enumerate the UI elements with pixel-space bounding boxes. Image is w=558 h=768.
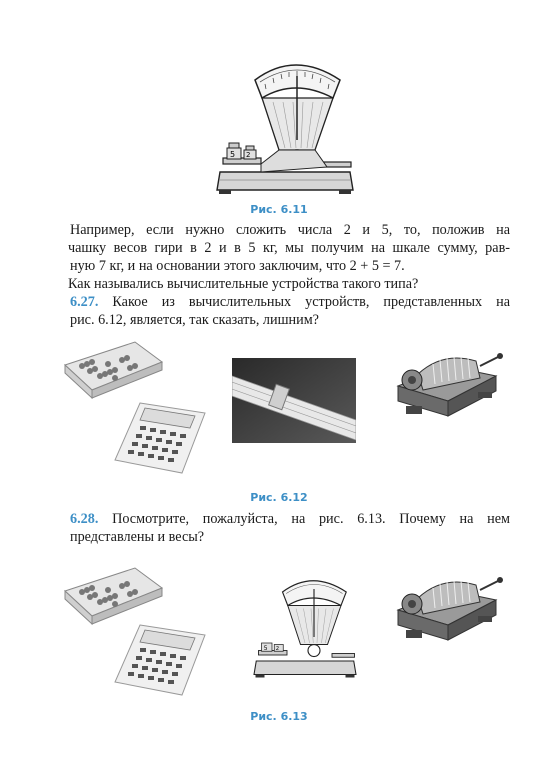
- task-6-28: [70, 510, 510, 546]
- task-6-28-line-1: Посмотрите, пожалуйста, на рис. 6.13. Почему на нем: [98, 511, 510, 527]
- arithmometer-image: [388, 346, 503, 426]
- figure-6-13-caption: Рис. 6.13: [250, 710, 308, 723]
- task-6-27: [70, 293, 510, 329]
- task-6-28-line-2: представлены и весы?: [70, 529, 205, 545]
- question-line: Как назывались вычислительные устройства такого типа?: [68, 276, 419, 292]
- task-6-27-line-2: рис. 6.12, является, так сказать, лишним?: [70, 312, 319, 328]
- abacus-image: [60, 340, 165, 405]
- figure-6-11-scale: [215, 40, 355, 200]
- weight-label-5: 5: [230, 150, 236, 159]
- figure-6-11-caption: Рис. 6.11: [250, 203, 308, 216]
- figure-6-12-caption: Рис. 6.12: [250, 491, 308, 504]
- arithmometer-image-2: [388, 570, 503, 650]
- task-6-27-number: 6.27.: [70, 294, 99, 310]
- paragraph-line-1: Например, если нужно сложить числа 2 и 5, то, положив на: [70, 222, 510, 238]
- figure-6-13-scale: [250, 562, 360, 682]
- paragraph-line-2: чашку весов гири в 2 и в 5 кг, мы получим на шкале сумму, рав-: [68, 240, 510, 256]
- weight-label-5b: 5: [263, 644, 268, 652]
- calculator-image: [110, 398, 210, 478]
- weight-label-2b: 2: [275, 645, 280, 652]
- paragraph-line-3: ную 7 кг, и на основании этого заключим, что 2 + 5 = 7.: [70, 258, 405, 274]
- paragraph-scale-example: [70, 221, 510, 293]
- calculator-image-2: [110, 620, 210, 700]
- weight-label-2: 2: [246, 151, 251, 159]
- task-6-28-number: 6.28.: [70, 511, 99, 527]
- task-6-27-line-1: Какое из вычислительных устройств, представленных на: [98, 294, 510, 310]
- slide-rule-image: [232, 358, 356, 443]
